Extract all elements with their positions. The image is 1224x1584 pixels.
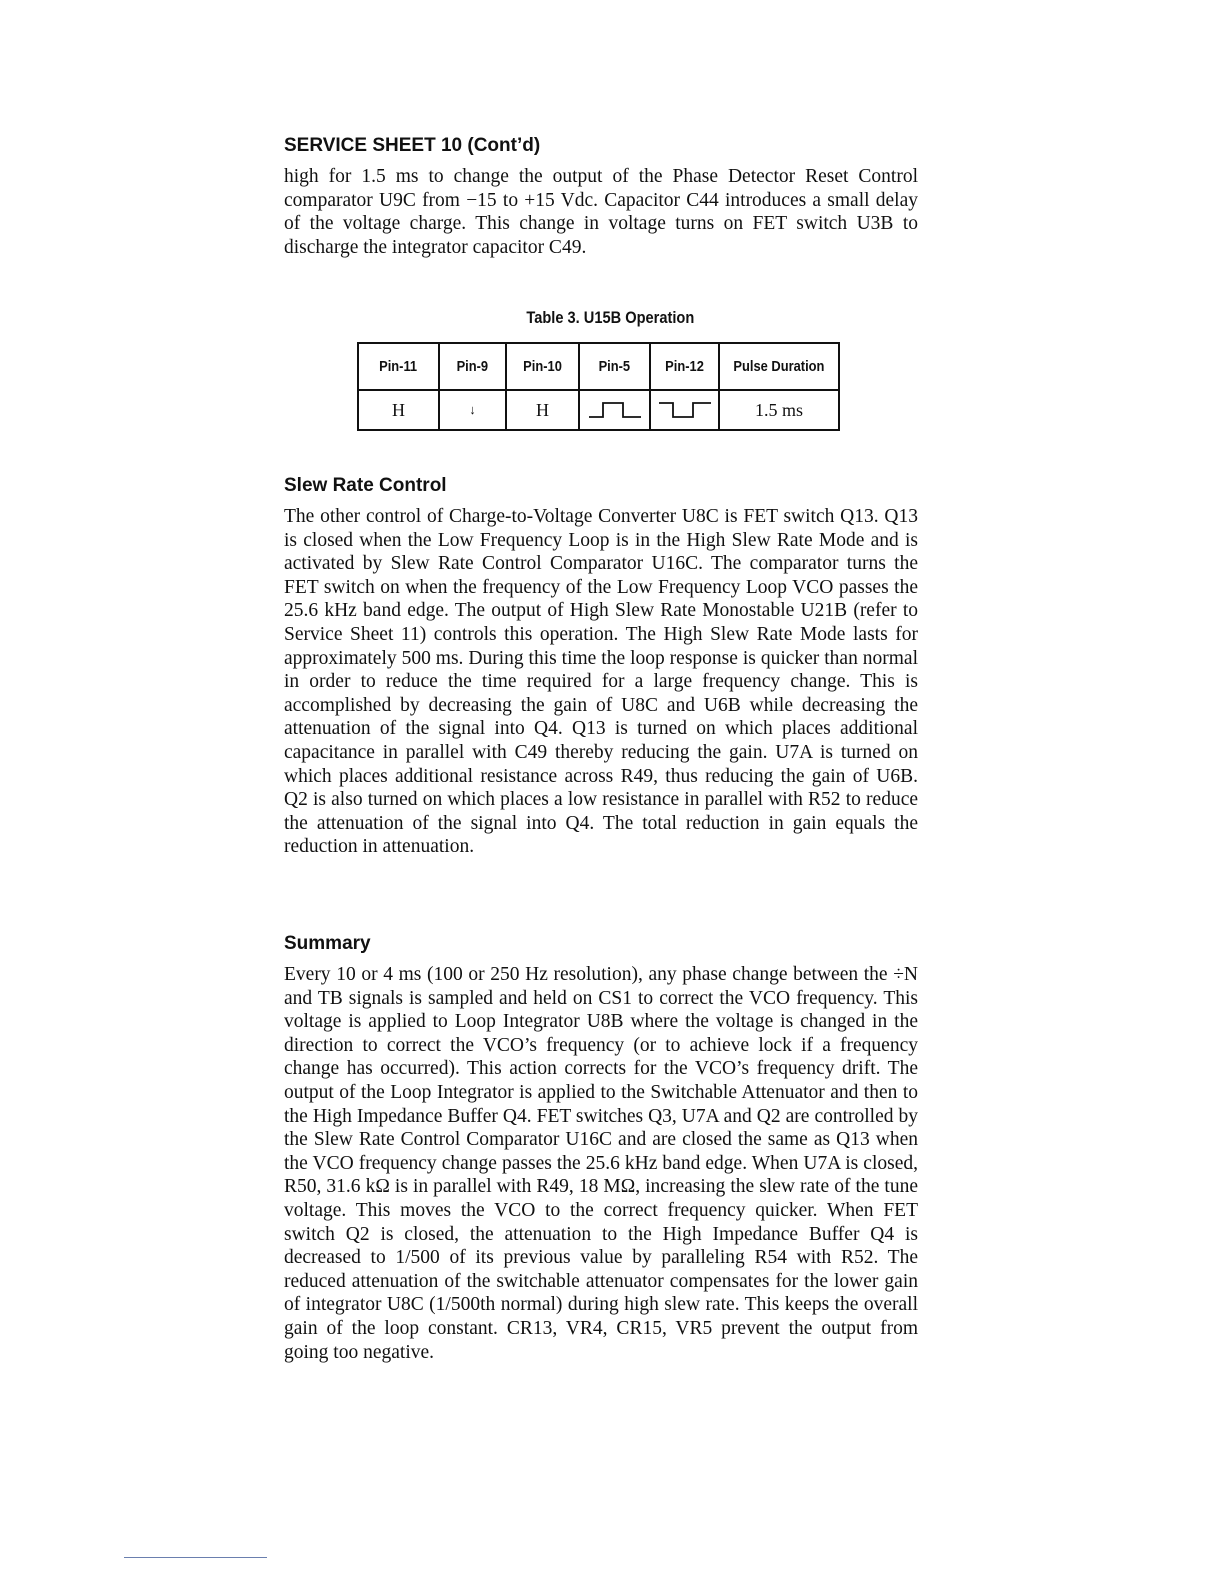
u15b-operation-table: [357, 342, 840, 431]
table-row: [358, 390, 839, 430]
positive-pulse-waveform-icon: [585, 399, 645, 421]
header-pin-11: Pin-11: [358, 343, 439, 390]
header-pulse-duration: Pulse Duration: [719, 343, 839, 390]
header-pin-5: Pin-5: [579, 343, 650, 390]
cell-pin-11: H: [358, 390, 439, 430]
table-header-row: [358, 343, 839, 390]
header-pin-9: Pin-9: [439, 343, 506, 390]
table-caption: Table 3. U15B Operation: [526, 308, 695, 327]
header-pin-12: Pin-12: [650, 343, 719, 390]
negative-pulse-waveform-icon: [655, 399, 715, 421]
cell-pin-9: ↓: [439, 390, 506, 430]
footnote-rule: [124, 1557, 267, 1558]
cell-pulse-duration: 1.5 ms: [719, 390, 839, 430]
intro-paragraph: high for 1.5 ms to change the output of the Phase Detector Reset Control comparator U9C from −15 to +15 Vdc. Capacitor C44 introduces a small delay of the voltage charge. This change in voltage turns on FET switch U3B to discharge the integrator capacitor C49.: [284, 166, 918, 258]
cell-pin-5: [579, 390, 650, 430]
section-heading-summary: Summary: [284, 933, 371, 954]
cell-pin-12: [650, 390, 719, 430]
summary-paragraph: Every 10 or 4 ms (100 or 250 Hz resolution), any phase change between the ÷N and TB signals is sampled and held on CS1 to correct the VCO frequency. This voltage is applied to Loop Integrator U8B where the voltage is changed in the direction to correct the VCO’s frequency (or to achieve lock if a frequency change has occurred). This action corrects for the VCO’s frequency drift. The output of the Loop Integrator is applied to the Switchable Attenuator and then to the High Impedance Buffer Q4. FET switches Q3, U7A and Q2 are controlled by the Slew Rate Control Comparator U16C and are closed the same as Q13 when the VCO frequency change passes the 25.6 kHz band edge. When U7A is closed, R50, 31.6 kΩ is in parallel with R49, 18 MΩ, increasing the slew rate of the tune voltage. This moves the VCO to the correct frequency quicker. When FET switch Q2 is closed, the attenuation to the High Impedance Buffer Q4 is decreased to 1/500 of its previous value by paralleling R54 with R52. The reduced attenuation of the switchable attenuator compensates for the lower gain of integrator U8C (1/500th normal) during high slew rate. This keeps the overall gain of the loop constant. CR13, VR4, CR15, VR5 prevent the output from going too negative.: [284, 964, 918, 1363]
cell-pin-10: H: [506, 390, 579, 430]
header-pin-10: Pin-10: [506, 343, 579, 390]
slew-rate-paragraph: The other control of Charge-to-Voltage Converter U8C is FET switch Q13. Q13 is closed when the Low Frequency Loop is in the High Slew Rate Mode and is activated by Slew Rate Control Comparator U16C. The comparator turns the FET switch on when the frequency of the Low Frequency Loop VCO passes the 25.6 kHz band edge. The output of High Slew Rate Monostable U21B (refer to Service Sheet 11) controls this operation. The High Slew Rate Mode lasts for approximately 500 ms. During this time the loop response is quicker than normal in order to reduce the time required for a large frequency change. This is accomplished by decreasing the gain of U8C and U6B while decreasing the attenuation of the signal into Q4. Q13 is turned on which places additional capacitance in parallel with C49 thereby reducing the gain. U7A is turned on which places additional resistance across R49, thus reducing the gain of U6B. Q2 is also turned on which places a low resistance in parallel with R52 to reduce the attenuation of the signal into Q4. The total reduction in gain equals the reduction in attenuation.: [284, 506, 918, 858]
section-heading-slew-rate-control: Slew Rate Control: [284, 475, 447, 496]
page-title: SERVICE SHEET 10 (Cont’d): [284, 135, 541, 156]
